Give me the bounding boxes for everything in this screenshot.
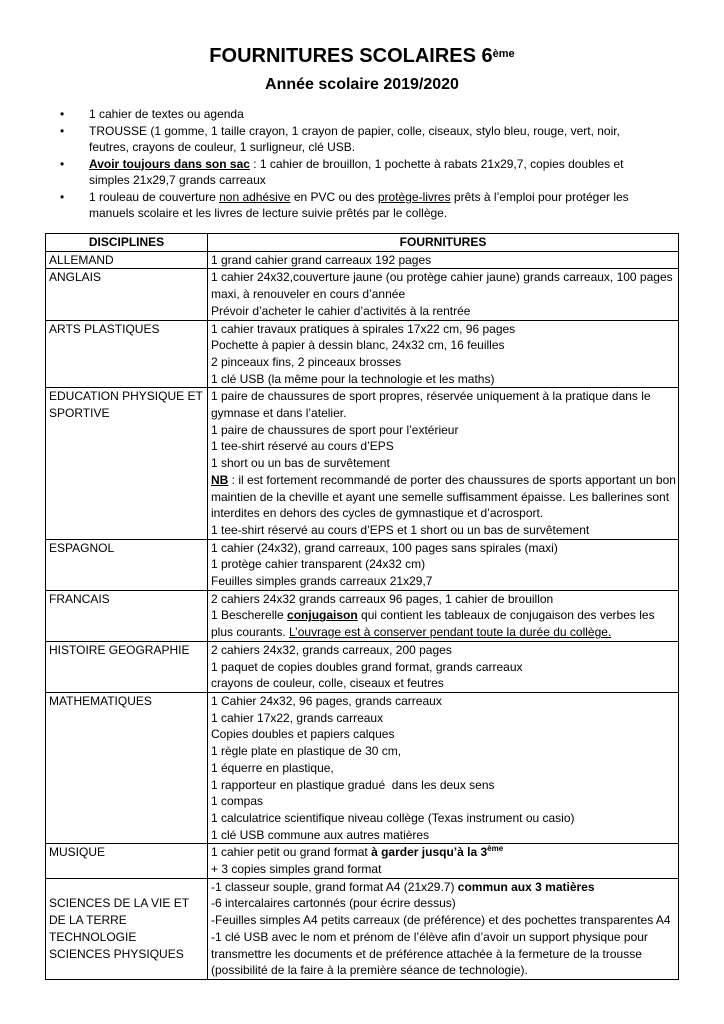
nb-label: NB xyxy=(211,472,229,487)
bullet-text: prêts à l’emploi pour protéger les manuels scolaire et les livres de lecture suivie prêtés par le collège. xyxy=(89,189,629,220)
supply-text: 1 cahier petit ou grand format xyxy=(211,845,372,860)
supply-line: -1 clé USB avec le nom et prénom de l’élève afin d’avoir un support physique pour transmettre les documents et de préférence attachée à la fermeture de la trousse (possibilité de la faire à la première séance de technologie). xyxy=(211,929,652,978)
discipline-cell: ARTS PLASTIQUES xyxy=(46,320,208,388)
supply-line: 1 paire de chaussures de sport propres, réservée uniquement à la pratique dans le gymnase et dans l’atelier. xyxy=(211,389,654,421)
title-text: FOURNITURES SCOLAIRES 6 xyxy=(209,45,493,67)
discipline-cell: HISTOIRE GEOGRAPHIE xyxy=(46,641,208,692)
supply-line: Copies doubles et papiers calques xyxy=(211,727,395,742)
supply-line: 1 Cahier 24x32, 96 pages, grands carreaux xyxy=(211,693,442,708)
supply-emphasis: à garder jusqu’à la 3 xyxy=(371,845,488,860)
supplies-cell xyxy=(208,251,679,269)
bullet-item xyxy=(60,106,650,123)
bullet-icon: • xyxy=(60,156,65,171)
discipline-line: TECHNOLOGIE xyxy=(49,929,137,944)
supply-line: 1 rapporteur en plastique gradué dans les deux sens xyxy=(211,777,495,792)
bullet-text: 1 rouleau de couverture xyxy=(89,189,220,204)
supplies-cell xyxy=(208,844,679,878)
supply-line: Prévoir d’acheter le cahier d’activités à la rentrée xyxy=(211,303,471,318)
supply-emphasis: conjugaison xyxy=(287,608,358,623)
supply-line: 1 cahier 17x22, grands carreaux xyxy=(211,710,384,725)
table-row xyxy=(46,590,679,641)
bullet-text: en PVC ou des xyxy=(290,189,378,204)
page-subtitle: Année scolaire 2019/2020 xyxy=(265,76,459,93)
bullet-text: : 1 cahier de brouillon, 1 pochette à rabats 21x29,7, copies doubles et simples 21x29,7 grands carreaux xyxy=(89,156,624,187)
supplies-cell xyxy=(208,590,679,641)
supply-line: 1 short ou un bas de survêtement xyxy=(211,456,390,471)
title-superscript: ème xyxy=(492,48,515,60)
supply-line xyxy=(211,472,678,522)
supply-line xyxy=(211,879,678,896)
supply-line: 1 tee-shirt réservé au cours d’EPS xyxy=(211,439,394,454)
supply-line: -Feuilles simples A4 petits carreaux (de préférence) et des pochettes transparentes A4 xyxy=(211,913,671,928)
supplies-cell xyxy=(208,692,679,843)
table-row xyxy=(46,878,679,979)
supply-text: -1 classeur souple, grand format A4 (21x29.7) xyxy=(211,879,458,894)
table-row xyxy=(46,692,679,843)
supplies-cell xyxy=(208,878,679,979)
supply-line: crayons de couleur, colle, ciseaux et feutres xyxy=(211,676,444,691)
supply-line: 2 cahiers 24x32 grands carreaux 96 pages, 1 cahier de brouillon xyxy=(211,591,554,606)
supply-line xyxy=(211,844,678,861)
table-row xyxy=(46,251,679,269)
column-header-fournitures: FOURNITURES xyxy=(208,234,679,252)
supply-line: 1 clé USB (la même pour la technologie et les maths) xyxy=(211,371,495,386)
supply-line: 1 clé USB commune aux autres matières xyxy=(211,827,430,842)
supply-emphasis: L’ouvrage est à conserver pendant toute la durée du collège. xyxy=(289,625,612,640)
table-row xyxy=(46,269,679,320)
table-row xyxy=(46,641,679,692)
bullet-emphasis: protège-livres xyxy=(377,189,451,204)
discipline-cell: MUSIQUE xyxy=(46,844,208,878)
column-header-disciplines: DISCIPLINES xyxy=(46,234,208,252)
supply-line: 1 calculatrice scientifique niveau collège (Texas instrument ou casio) xyxy=(211,810,575,825)
table-header-row xyxy=(46,234,679,252)
bullet-text: 1 cahier de textes ou agenda xyxy=(89,107,244,121)
table-row xyxy=(46,320,679,388)
supply-text: qui contient les tableaux de conjugaison des verbes les plus courants. xyxy=(211,608,658,640)
supply-line: 1 règle plate en plastique de 30 cm, xyxy=(211,744,402,759)
supply-line: 1 équerre en plastique, xyxy=(211,760,334,775)
supply-line: -6 intercalaires cartonnés (pour écrire dessus) xyxy=(211,896,456,911)
supply-line: 1 cahier travaux pratiques à spirales 17x22 cm, 96 pages xyxy=(211,321,516,336)
bullet-icon: • xyxy=(60,189,65,204)
supply-line: Feuilles simples grands carreaux 21x29,7 xyxy=(211,574,433,589)
bullet-emphasis: non adhésive xyxy=(219,189,291,204)
bullet-text: TROUSSE (1 gomme, 1 taille crayon, 1 crayon de papier, colle, ciseaux, stylo bleu, rouge, vert, noir, feutres, crayons de couleur, 1 surligneur, clé USB. xyxy=(89,123,620,154)
supply-line: Pochette à papier à dessin blanc, 24x32 cm, 16 feuilles xyxy=(211,338,505,353)
bullet-icon: • xyxy=(60,123,65,138)
supplies-cell xyxy=(208,641,679,692)
supply-line: 2 cahiers 24x32, grands carreaux, 200 pages xyxy=(211,642,452,657)
discipline-cell: FRANCAIS xyxy=(46,590,208,641)
supply-line: 2 pinceaux fins, 2 pinceaux brosses xyxy=(211,354,402,369)
discipline-cell: EDUCATION PHYSIQUE ET SPORTIVE xyxy=(46,388,208,539)
supply-line: 1 compas xyxy=(211,794,264,809)
bullet-item xyxy=(60,123,650,156)
supply-superscript: ème xyxy=(487,844,504,854)
discipline-cell xyxy=(46,878,208,979)
bullet-icon: • xyxy=(60,107,65,121)
supply-line xyxy=(211,607,678,640)
supply-bullet-list xyxy=(60,106,650,222)
table-row xyxy=(46,539,679,590)
discipline-cell: ESPAGNOL xyxy=(46,539,208,590)
supply-line: 1 cahier 24x32,couverture jaune (ou protège cahier jaune) grands carreaux, 100 pages maxi, à renouveler en cours d’année xyxy=(211,270,676,302)
supply-line: 1 tee-shirt réservé au cours d’EPS et 1 short ou un bas de survêtement xyxy=(211,522,590,537)
supply-line: 1 grand cahier grand carreaux 192 pages xyxy=(211,252,432,267)
supply-text: 1 Bescherelle xyxy=(211,608,288,623)
supplies-cell xyxy=(208,320,679,388)
supply-line: 1 paquet de copies doubles grand format, grands carreaux xyxy=(211,659,523,674)
supplies-cell xyxy=(208,539,679,590)
discipline-cell: ANGLAIS xyxy=(46,269,208,320)
bullet-item xyxy=(60,156,650,189)
supply-line: 1 cahier (24x32), grand carreaux, 100 pages sans spirales (maxi) xyxy=(211,540,558,555)
page-title xyxy=(0,44,724,68)
supplies-table xyxy=(45,233,679,980)
discipline-line: SCIENCES DE LA VIE ET DE LA TERRE xyxy=(49,896,193,928)
bullet-item xyxy=(60,189,650,222)
supply-line: 1 protège cahier transparent (24x32 cm) xyxy=(211,557,426,572)
bullet-emphasis: Avoir toujours dans son sac xyxy=(89,156,250,171)
supply-line: + 3 copies simples grand format xyxy=(211,862,382,877)
supplies-cell xyxy=(208,269,679,320)
supply-line: 1 paire de chaussures de sport pour l’extérieur xyxy=(211,422,459,437)
table-row xyxy=(46,844,679,878)
discipline-cell: ALLEMAND xyxy=(46,251,208,269)
supply-text: : il est fortement recommandé de porter des chaussures de sports apportant un bon maintien de la cheville et ayant une semelle suffisamment épaisse. Les ballerines sont interdites en dehors des cycles de gymnastique et d’acrosport. xyxy=(211,472,680,521)
supplies-cell xyxy=(208,388,679,539)
discipline-cell: MATHEMATIQUES xyxy=(46,692,208,843)
discipline-line: SCIENCES PHYSIQUES xyxy=(49,946,184,961)
table-row xyxy=(46,388,679,539)
supply-emphasis: commun aux 3 matières xyxy=(457,879,595,894)
